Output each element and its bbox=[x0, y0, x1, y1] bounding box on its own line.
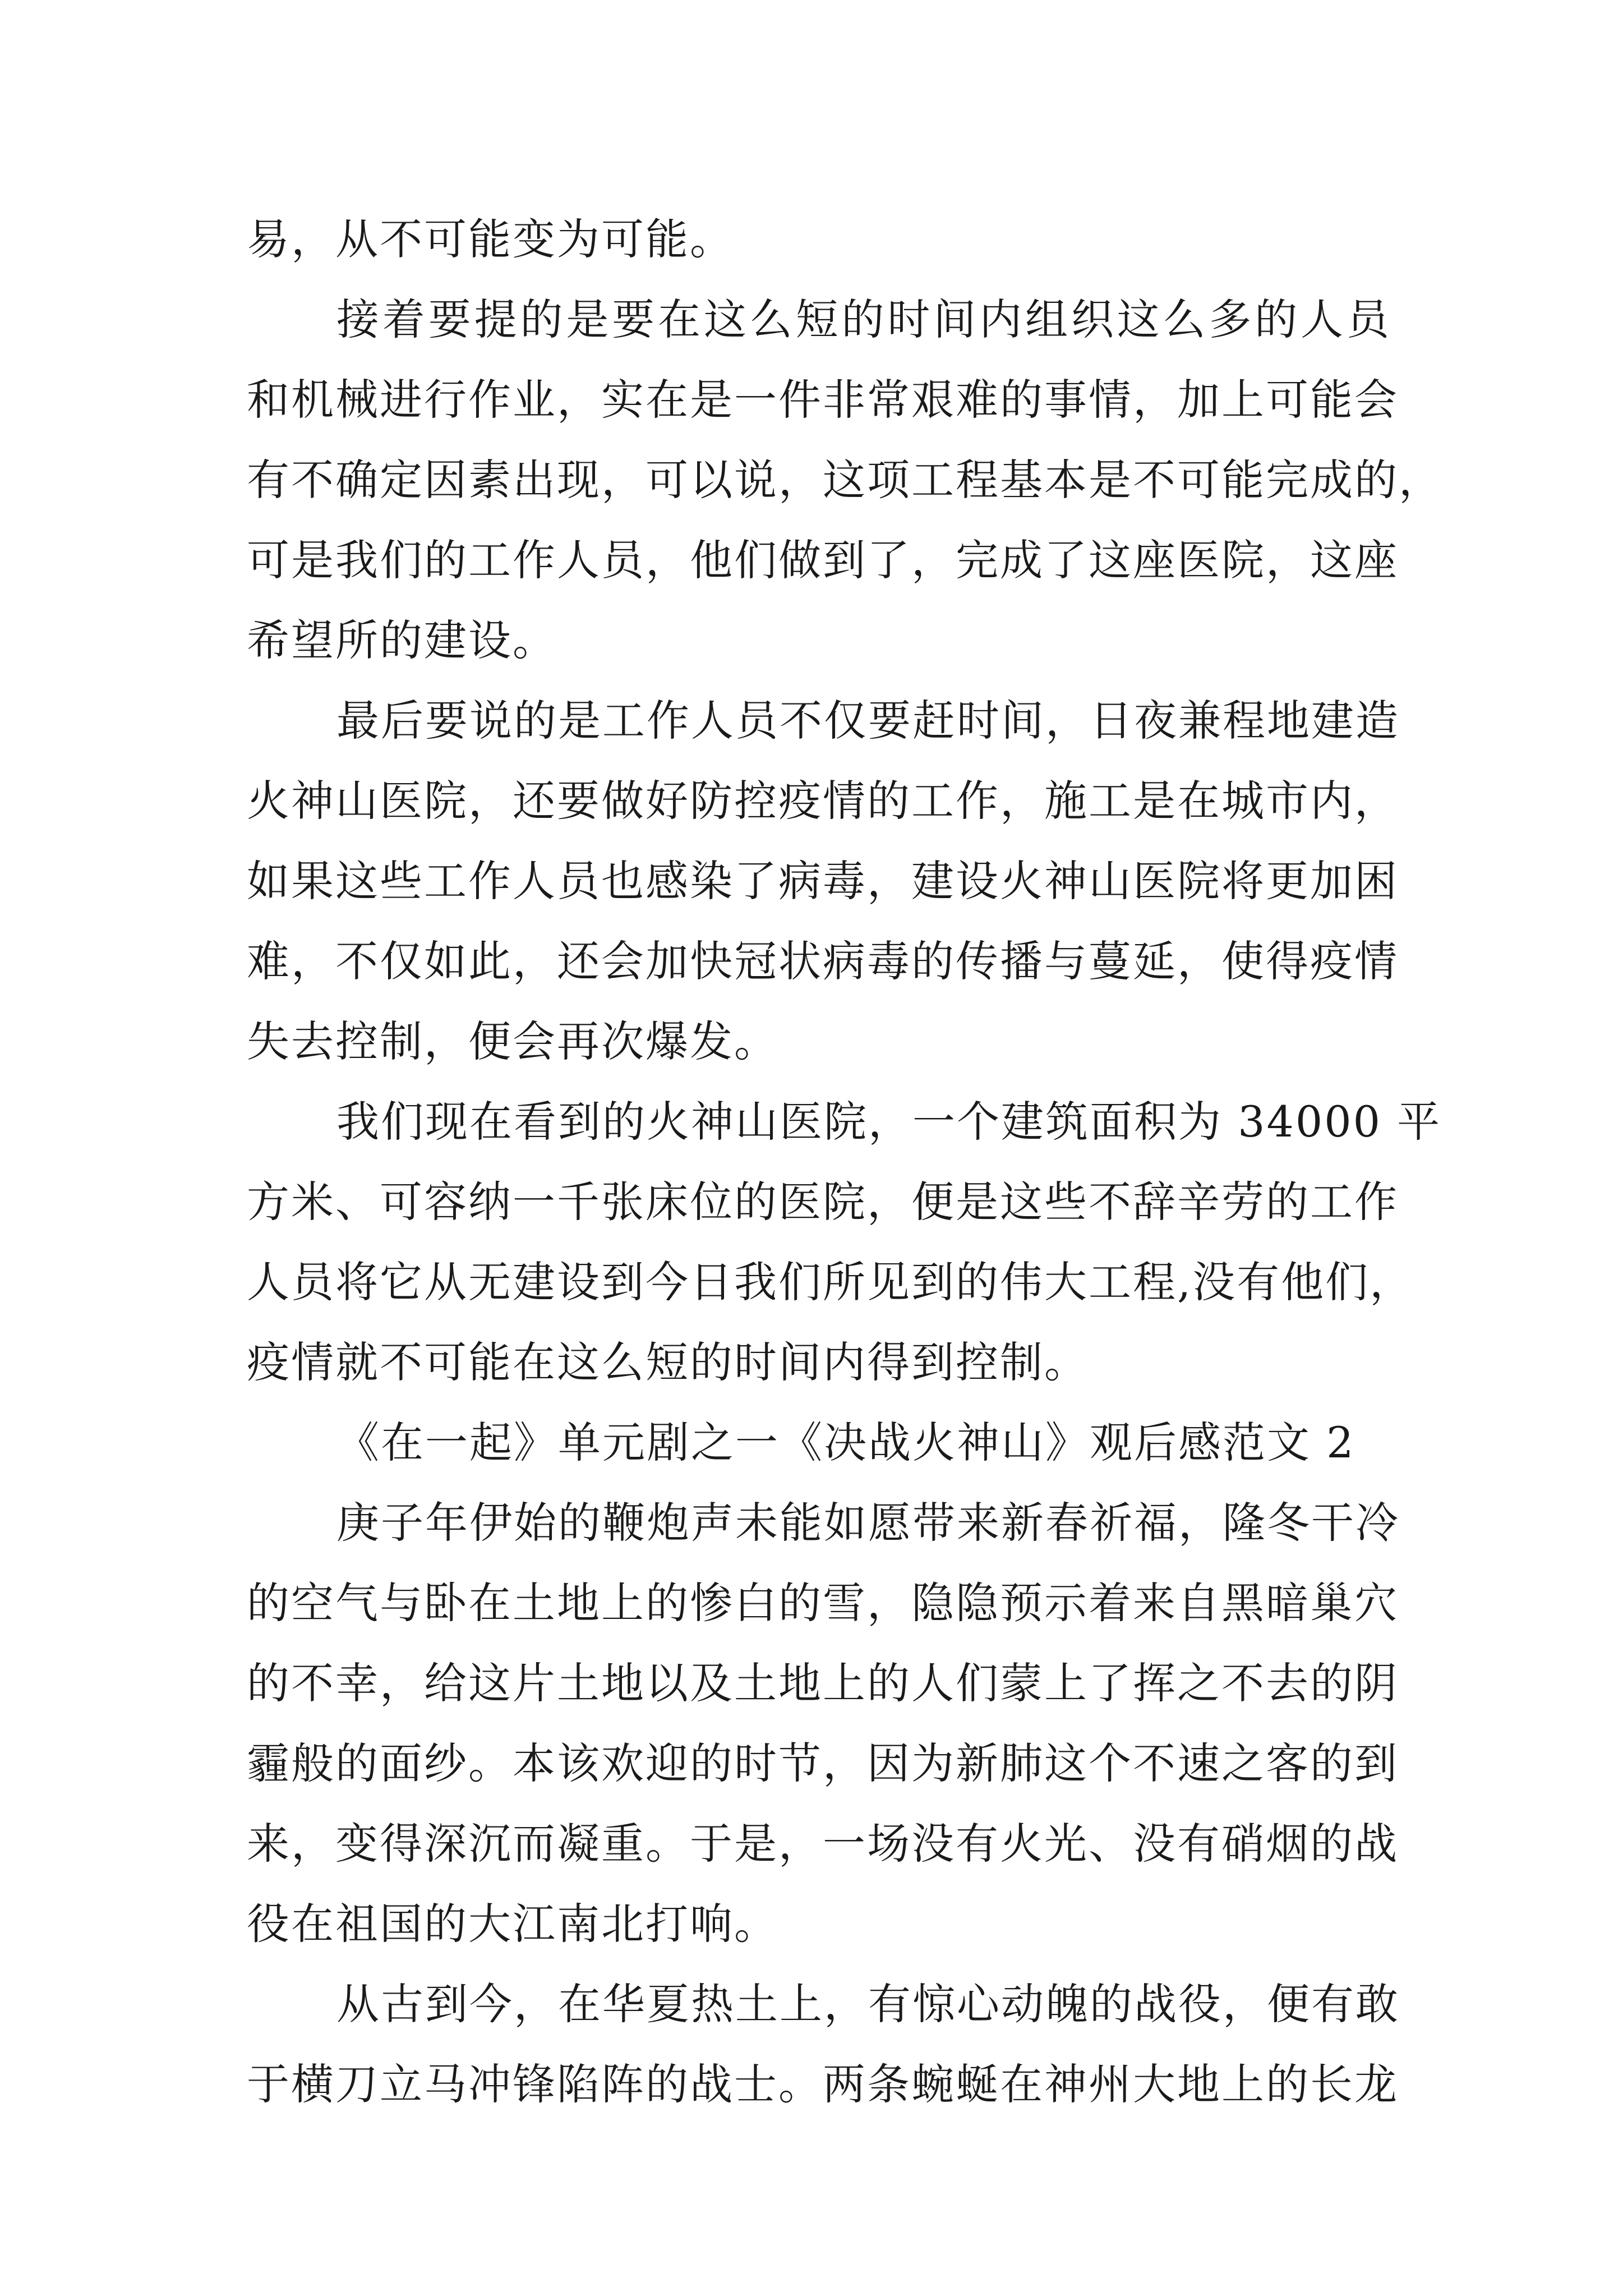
text-line: 庚子年伊始的鞭炮声未能如愿带来新春祈福，隆冬干冷 bbox=[336, 1498, 1400, 1548]
text-line: 霾般的面纱。本该欢迎的时节，因为新肺这个不速之客的到 bbox=[247, 1738, 1399, 1788]
text-line: 我们现在看到的火神山医院，一个建筑面积为 34000 平 bbox=[336, 1097, 1442, 1147]
text-line: 疫情就不可能在这么短的时间内得到控制。 bbox=[247, 1337, 1089, 1387]
text-line: 从古到今，在华夏热土上，有惊心动魄的战役，便有敢 bbox=[336, 1979, 1400, 2029]
text-line: 人员将它从无建设到今日我们所见到的伟大工程,没有他们， bbox=[247, 1257, 1414, 1307]
text-line: 失去控制，便会再次爆发。 bbox=[247, 1016, 778, 1066]
text-line: 来，变得深沉而凝重。于是，一场没有火光、没有硝烟的战 bbox=[247, 1819, 1399, 1869]
body-text bbox=[247, 199, 1443, 2124]
text-line: 方米、可容纳一千张床位的医院，便是这些不辞辛劳的工作 bbox=[247, 1177, 1399, 1227]
text-line: 和机械进行作业，实在是一件非常艰难的事情，加上可能会 bbox=[247, 375, 1399, 425]
text-line: 的不幸，给这片土地以及土地上的人们蒙上了挥之不去的阴 bbox=[247, 1658, 1399, 1708]
text-line: 接着要提的是要在这么短的时间内组织这么多的人员 bbox=[336, 295, 1391, 344]
text-line: 火神山医院，还要做好防控疫情的工作，施工是在城市内， bbox=[247, 776, 1399, 826]
text-line: 于横刀立马冲锋陷阵的战士。两条蜿蜒在神州大地上的长龙 bbox=[247, 2059, 1399, 2109]
text-line: 有不确定因素出现，可以说，这项工程基本是不可能完成的， bbox=[247, 455, 1443, 505]
text-line: 的空气与卧在土地上的惨白的雪，隐隐预示着来自黑暗巢穴 bbox=[247, 1578, 1399, 1628]
text-line: 最后要说的是工作人员不仅要赶时间，日夜兼程地建造 bbox=[336, 696, 1400, 746]
text-line: 易，从不可能变为可能。 bbox=[247, 214, 734, 264]
text-line: 《在一起》单元剧之一《决战火神山》观后感范文 2 bbox=[336, 1418, 1355, 1467]
text-line: 役在祖国的大江南北打响。 bbox=[247, 1899, 778, 1949]
text-line: 如果这些工作人员也感染了病毒，建设火神山医院将更加困 bbox=[247, 856, 1399, 906]
text-line: 希望所的建设。 bbox=[247, 615, 557, 665]
text-line: 可是我们的工作人员，他们做到了，完成了这座医院，这座 bbox=[247, 535, 1399, 585]
text-line: 难，不仅如此，还会加快冠状病毒的传播与蔓延，使得疫情 bbox=[247, 936, 1399, 986]
